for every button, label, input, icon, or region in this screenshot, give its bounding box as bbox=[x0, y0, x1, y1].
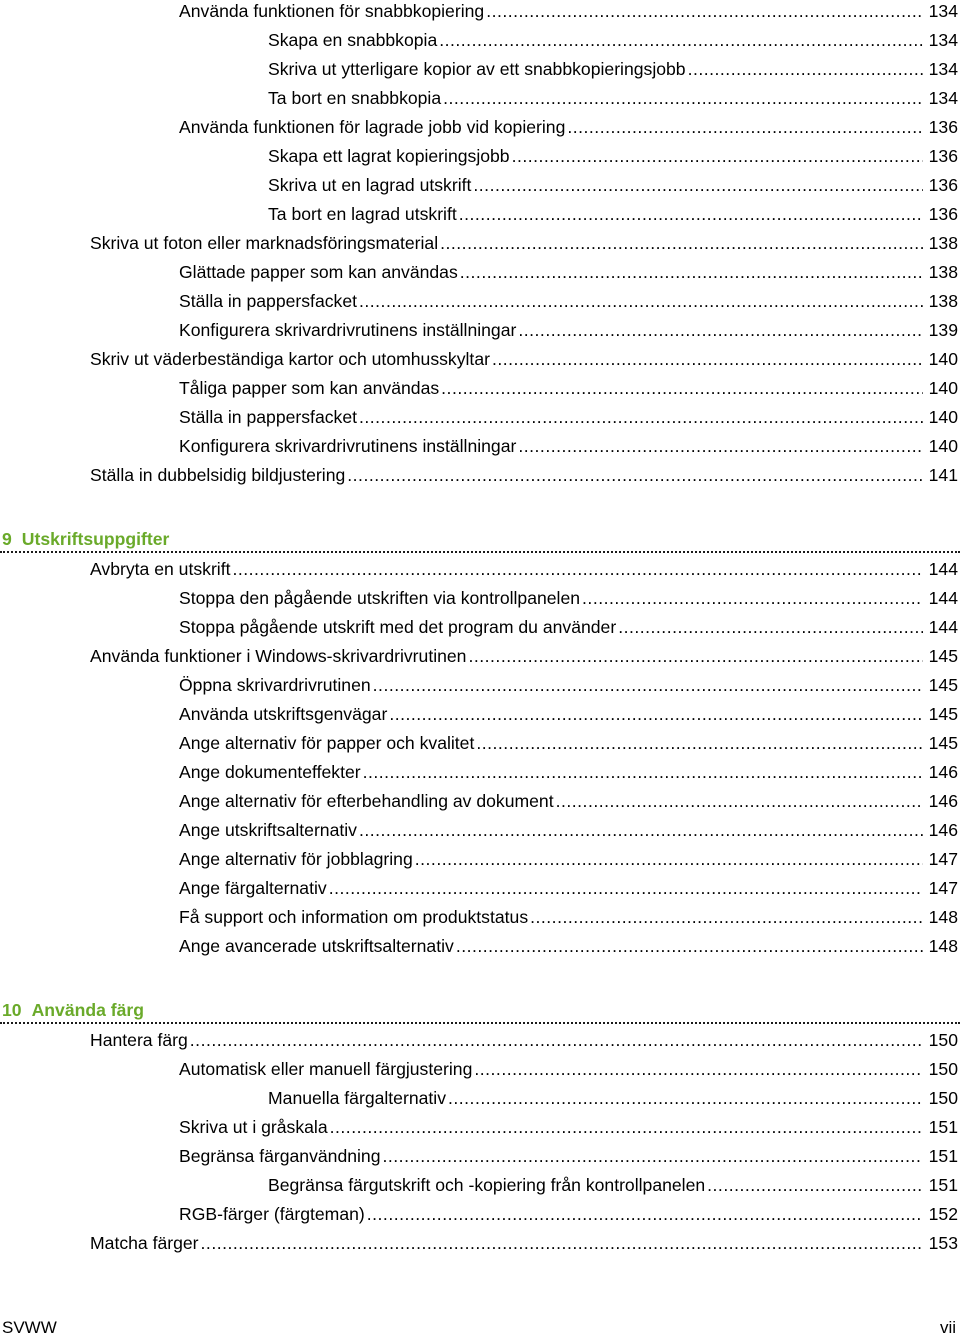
toc-page-number: 151 bbox=[928, 1146, 958, 1166]
dot-leader bbox=[330, 1116, 923, 1138]
toc-entry-title: Ställa in pappersfacket bbox=[179, 407, 357, 427]
toc-entry[interactable] bbox=[179, 703, 958, 732]
toc-entry-title: Använda utskriftsgenvägar bbox=[179, 704, 388, 724]
toc-entry[interactable] bbox=[179, 406, 958, 435]
toc-entry[interactable] bbox=[268, 174, 958, 203]
dot-leader bbox=[359, 406, 923, 428]
dot-leader bbox=[459, 203, 923, 225]
toc-page-number: 138 bbox=[928, 291, 958, 311]
toc-entry[interactable] bbox=[179, 261, 958, 290]
dot-leader bbox=[556, 790, 923, 812]
toc-page-number: 141 bbox=[928, 465, 958, 485]
dot-leader bbox=[347, 464, 922, 486]
toc-page-number: 144 bbox=[928, 588, 958, 608]
dot-leader bbox=[473, 174, 922, 196]
toc-entry-title: RGB-färger (färgteman) bbox=[179, 1204, 365, 1224]
toc-entry-title: Stoppa den pågående utskriften via kontrollpanelen bbox=[179, 588, 581, 608]
dot-leader bbox=[359, 819, 923, 841]
toc-entry-title: Ange dokumenteffekter bbox=[179, 762, 361, 782]
toc-page-number: 151 bbox=[928, 1175, 958, 1195]
toc-entry[interactable] bbox=[268, 1174, 958, 1203]
toc-page-number: 136 bbox=[928, 146, 958, 166]
chapter-title: Utskriftsuppgifter bbox=[21, 529, 170, 549]
toc-page-number: 147 bbox=[928, 878, 958, 898]
chapter-title: Använda färg bbox=[31, 1000, 145, 1020]
page-number: vii bbox=[939, 1318, 956, 1337]
toc-page-number: 145 bbox=[928, 675, 958, 695]
dot-leader bbox=[440, 232, 923, 254]
toc-entry[interactable] bbox=[179, 616, 958, 645]
toc-entry[interactable] bbox=[90, 1029, 958, 1058]
toc-entry[interactable] bbox=[179, 290, 958, 319]
toc-entry[interactable] bbox=[179, 319, 958, 348]
dot-leader bbox=[486, 0, 922, 22]
toc-entry[interactable] bbox=[179, 377, 958, 406]
dot-leader bbox=[512, 145, 923, 167]
toc-entry-title: Skriva ut en lagrad utskrift bbox=[268, 175, 472, 195]
toc-entry-title: Ta bort en lagrad utskrift bbox=[268, 204, 457, 224]
toc-entry-title: Glättade papper som kan användas bbox=[179, 262, 458, 282]
toc-page-number: 150 bbox=[928, 1059, 958, 1079]
chapter-divider bbox=[0, 1022, 960, 1024]
dot-leader bbox=[476, 732, 922, 754]
toc-page-number: 140 bbox=[928, 349, 958, 369]
toc-page-number: 144 bbox=[928, 559, 958, 579]
toc-entry-title: Öppna skrivardrivrutinen bbox=[179, 675, 371, 695]
toc-entry-title: Begränsa färganvändning bbox=[179, 1146, 381, 1166]
toc-entry[interactable] bbox=[268, 203, 958, 232]
toc-entry[interactable] bbox=[179, 435, 958, 464]
toc-page-number: 146 bbox=[928, 762, 958, 782]
toc-entry[interactable] bbox=[179, 877, 958, 906]
dot-leader bbox=[474, 1058, 922, 1080]
toc-entry-title: Skapa ett lagrat kopieringsjobb bbox=[268, 146, 510, 166]
dot-leader bbox=[439, 29, 922, 51]
toc-entry[interactable] bbox=[179, 1145, 958, 1174]
toc-entry-title: Begränsa färgutskrift och -kopiering från kontrollpanelen bbox=[268, 1175, 706, 1195]
toc-entry[interactable] bbox=[179, 790, 958, 819]
chapter-number: 10 bbox=[2, 1000, 22, 1020]
dot-leader bbox=[201, 1232, 923, 1254]
dot-leader bbox=[582, 587, 923, 609]
toc-entry[interactable] bbox=[179, 761, 958, 790]
toc-page-number: 151 bbox=[928, 1117, 958, 1137]
toc-entry[interactable] bbox=[268, 145, 958, 174]
chapter-divider bbox=[0, 551, 960, 553]
toc-page-number: 136 bbox=[928, 117, 958, 137]
toc-entry[interactable] bbox=[179, 116, 958, 145]
dot-leader bbox=[460, 261, 923, 283]
toc-page-number: 138 bbox=[928, 233, 958, 253]
dot-leader bbox=[367, 1203, 923, 1225]
toc-entry-title: Ange alternativ för jobblagring bbox=[179, 849, 413, 869]
toc-entry[interactable] bbox=[268, 58, 958, 87]
toc-entry-title: Ställa in dubbelsidig bildjustering bbox=[90, 465, 346, 485]
toc-entry[interactable] bbox=[90, 558, 958, 587]
toc-entry[interactable] bbox=[179, 819, 958, 848]
toc-entry-title: Skriva ut ytterligare kopior av ett snabbkopieringsjobb bbox=[268, 59, 686, 79]
toc-entry-title: Manuella färgalternativ bbox=[268, 1088, 446, 1108]
toc-entry[interactable] bbox=[90, 464, 958, 493]
toc-page-number: 140 bbox=[928, 378, 958, 398]
dot-leader bbox=[441, 377, 922, 399]
toc-page-number: 134 bbox=[928, 30, 958, 50]
toc-page-number: 145 bbox=[928, 704, 958, 724]
toc-page-number: 136 bbox=[928, 175, 958, 195]
footer-code: SVWW bbox=[2, 1318, 57, 1337]
toc-entry[interactable] bbox=[179, 1116, 958, 1145]
toc-entry[interactable] bbox=[90, 348, 958, 377]
dot-leader bbox=[456, 935, 923, 957]
toc-entry-title: Använda funktioner i Windows-skrivardrivrutinen bbox=[90, 646, 467, 666]
toc-page-number: 136 bbox=[928, 204, 958, 224]
dot-leader bbox=[518, 319, 922, 341]
dot-leader bbox=[530, 906, 923, 928]
toc-entry[interactable] bbox=[179, 0, 958, 29]
toc-page-number: 145 bbox=[928, 733, 958, 753]
toc-entry[interactable] bbox=[268, 87, 958, 116]
toc-page-number: 147 bbox=[928, 849, 958, 869]
toc-entry-title: Tåliga papper som kan användas bbox=[179, 378, 440, 398]
toc-entry[interactable] bbox=[179, 587, 958, 616]
toc-entry-title: Matcha färger bbox=[90, 1233, 199, 1253]
toc-page-number: 150 bbox=[928, 1088, 958, 1108]
toc-page-number: 134 bbox=[928, 1, 958, 21]
toc-page-number: 146 bbox=[928, 791, 958, 811]
toc-entry-title: Ange avancerade utskriftsalternativ bbox=[179, 936, 454, 956]
toc-entry-title: Konfigurera skrivardrivrutinens inställningar bbox=[179, 320, 517, 340]
dot-leader bbox=[383, 1145, 923, 1167]
dot-leader bbox=[567, 116, 922, 138]
dot-leader bbox=[363, 761, 923, 783]
toc-entry[interactable] bbox=[179, 848, 958, 877]
toc-page-number: 139 bbox=[928, 320, 958, 340]
dot-leader bbox=[329, 877, 923, 899]
toc-page-number: 148 bbox=[928, 936, 958, 956]
toc-entry-title: Skriva ut i gråskala bbox=[179, 1117, 328, 1137]
toc-page-number: 152 bbox=[928, 1204, 958, 1224]
toc-entry-title: Stoppa pågående utskrift med det program du använder bbox=[179, 617, 617, 637]
toc-page-number: 140 bbox=[928, 436, 958, 456]
toc-entry-title: Ange färgalternativ bbox=[179, 878, 327, 898]
toc-page-number: 150 bbox=[928, 1030, 958, 1050]
dot-leader bbox=[232, 558, 922, 580]
dot-leader bbox=[359, 290, 923, 312]
toc-page-number: 134 bbox=[928, 59, 958, 79]
dot-leader bbox=[468, 645, 922, 667]
dot-leader bbox=[415, 848, 923, 870]
toc-entry-title: Skriv ut väderbeständiga kartor och utomhusskyltar bbox=[90, 349, 490, 369]
toc-entry[interactable] bbox=[90, 1232, 958, 1261]
toc-entry[interactable] bbox=[179, 732, 958, 761]
toc-page-number: 148 bbox=[928, 907, 958, 927]
dot-leader bbox=[518, 435, 922, 457]
dot-leader bbox=[190, 1029, 923, 1051]
toc-entry-title: Skriva ut foton eller marknadsföringsmaterial bbox=[90, 233, 439, 253]
toc-entry-title: Konfigurera skrivardrivrutinens inställningar bbox=[179, 436, 517, 456]
toc-entry-title: Avbryta en utskrift bbox=[90, 559, 231, 579]
toc-entry[interactable] bbox=[179, 935, 958, 964]
toc-page-number: 144 bbox=[928, 617, 958, 637]
dot-leader bbox=[443, 87, 923, 109]
toc-entry-title: Ta bort en snabbkopia bbox=[268, 88, 442, 108]
dot-leader bbox=[492, 348, 923, 370]
toc-entry[interactable] bbox=[90, 645, 958, 674]
toc-entry[interactable] bbox=[90, 232, 958, 261]
dot-leader bbox=[373, 674, 923, 696]
toc-entry[interactable] bbox=[179, 674, 958, 703]
toc-entry-title: Automatisk eller manuell färgjustering bbox=[179, 1059, 473, 1079]
toc-page-number: 138 bbox=[928, 262, 958, 282]
toc-page-number: 145 bbox=[928, 646, 958, 666]
toc-page-number: 134 bbox=[928, 88, 958, 108]
dot-leader bbox=[389, 703, 922, 725]
toc-entry[interactable] bbox=[268, 29, 958, 58]
toc-entry[interactable] bbox=[179, 1058, 958, 1087]
toc-entry[interactable] bbox=[179, 1203, 958, 1232]
toc-entry[interactable] bbox=[268, 1087, 958, 1116]
dot-leader bbox=[688, 58, 923, 80]
toc-entry-title: Ange utskriftsalternativ bbox=[179, 820, 357, 840]
toc-entry-title: Hantera färg bbox=[90, 1030, 188, 1050]
dot-leader bbox=[618, 616, 922, 638]
toc-entry-title: Ställa in pappersfacket bbox=[179, 291, 357, 311]
toc-entry-title: Använda funktionen för snabbkopiering bbox=[179, 1, 485, 21]
dot-leader bbox=[448, 1087, 923, 1109]
toc-page-number: 146 bbox=[928, 820, 958, 840]
toc-page-number: 140 bbox=[928, 407, 958, 427]
dot-leader bbox=[707, 1174, 922, 1196]
toc-entry[interactable] bbox=[179, 906, 958, 935]
toc-entry-title: Få support och information om produktstatus bbox=[179, 907, 529, 927]
toc-page-number: 153 bbox=[928, 1233, 958, 1253]
chapter-number: 9 bbox=[2, 529, 12, 549]
toc-entry-title: Ange alternativ för papper och kvalitet bbox=[179, 733, 475, 753]
toc-entry-title: Skapa en snabbkopia bbox=[268, 30, 438, 50]
toc-entry-title: Använda funktionen för lagrade jobb vid kopiering bbox=[179, 117, 566, 137]
toc-entry-title: Ange alternativ för efterbehandling av dokument bbox=[179, 791, 554, 811]
